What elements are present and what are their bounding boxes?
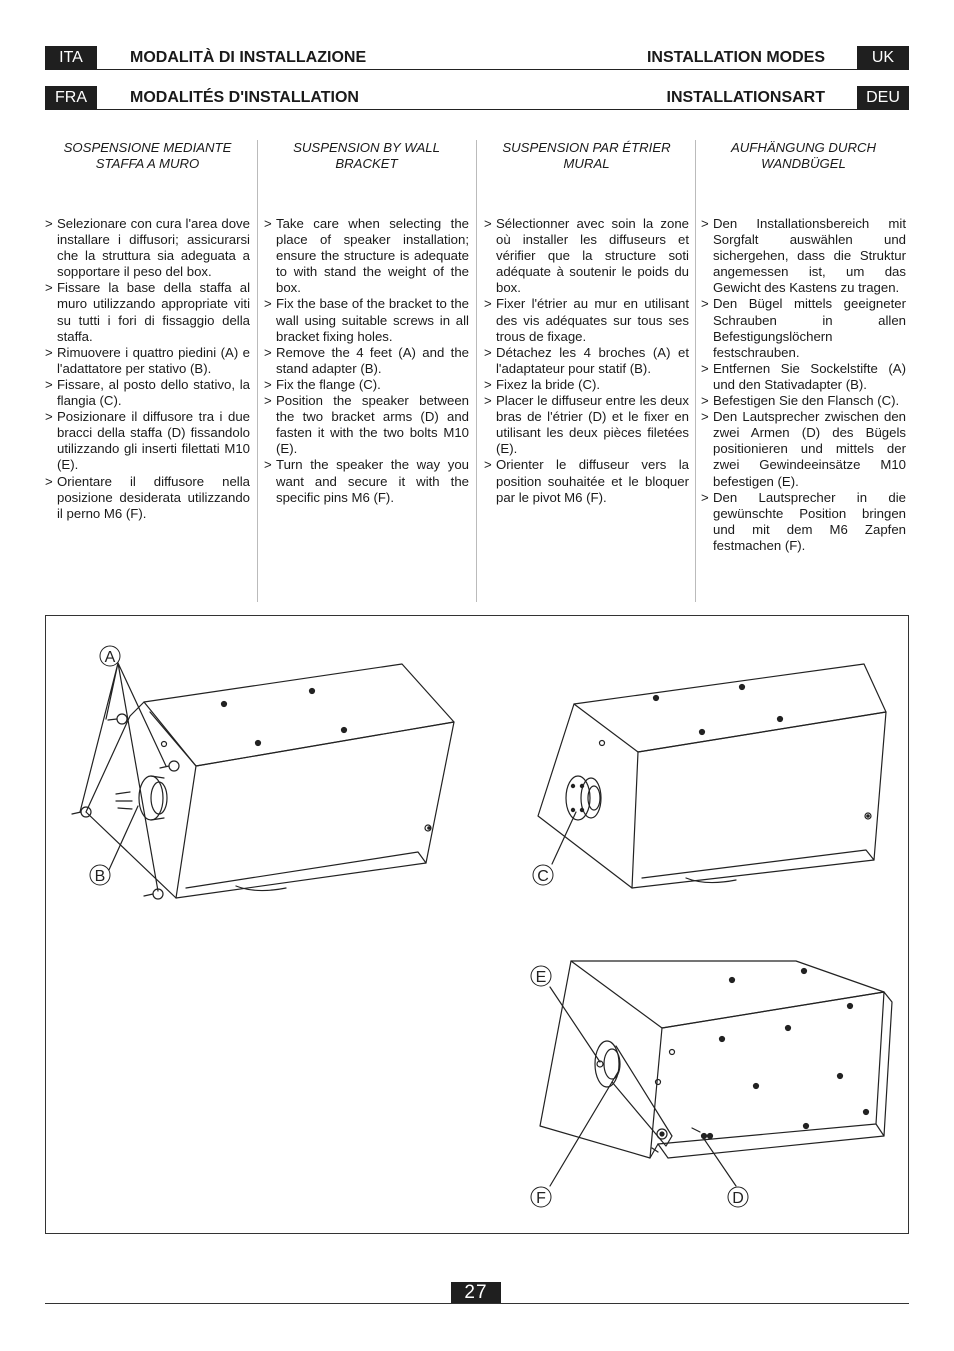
list-item: > Den Installationsbereich mit Sorgfalt auswählen und sichergehen, dass die Struktur angemessen ist, um das Gewicht des Kastens zu tragen. xyxy=(701,216,906,296)
section-title-ita: MODALITÀ DI INSTALLAZIONE xyxy=(130,49,367,66)
footer-rule xyxy=(45,1303,909,1304)
list-item: > Den Lautsprecher zwischen den zwei Armen (D) des Bügels positionieren und mittels der zwei Gewindeeinsätze M10 befestigen (E). xyxy=(701,409,906,489)
column-divider xyxy=(476,140,477,602)
list-item: > Take care when selecting the place of speaker installation; ensure the structure is adequate to with stand the weight of the box. xyxy=(264,216,469,296)
callout-f-label: F xyxy=(536,1190,546,1207)
callout-c-label: C xyxy=(537,868,549,885)
callout-a-label: A xyxy=(104,649,116,666)
list-item: > Posizionare il diffusore tra i due bracci della staffa (D) fissandolo utilizzando gli inserti filettati M10 (E). xyxy=(45,409,250,473)
column-deu xyxy=(701,140,906,554)
callout-e-label: E xyxy=(535,969,547,986)
list-item: > Fixez la bride (C). xyxy=(484,377,689,393)
column-divider xyxy=(695,140,696,602)
section-title-uk: INSTALLATION MODES xyxy=(646,49,825,66)
column-title: SUSPENSION BY WALL BRACKET xyxy=(293,140,440,171)
installation-figure xyxy=(45,615,909,1234)
list-item: > Turn the speaker the way you want and secure it with the specific pins M6 (F). xyxy=(264,457,469,505)
list-item: > Befestigen Sie den Flansch (C). xyxy=(701,393,906,409)
column-ita xyxy=(45,140,250,522)
list-item: > Den Lautsprecher in die gewünschte Position bringen und mit dem M6 Zapfen festmachen (F). xyxy=(701,490,906,554)
callout-c xyxy=(533,865,553,885)
column-divider xyxy=(257,140,258,602)
list-item: > Sélectionner avec soin la zone où installer les diffuseurs et vérifier que la structure soti adéquate à soutenir le poids du box. xyxy=(484,216,689,296)
callout-b xyxy=(90,865,110,885)
page-number: 27 xyxy=(451,1282,501,1303)
column-title: AUFHÄNGUNG DURCH WANDBÜGEL xyxy=(730,140,877,171)
column-title: SUSPENSION PAR ÉTRIER MURAL xyxy=(502,140,671,171)
header-row-2 xyxy=(45,86,909,110)
callout-a xyxy=(100,646,120,666)
language-tag-ita: ITA xyxy=(45,46,97,70)
section-title-fra: MODALITÉS D'INSTALLATION xyxy=(130,89,359,106)
list-item: > Position the speaker between the two bracket arms (D) and fasten it with the two bolts M10 (E). xyxy=(264,393,469,457)
callout-e xyxy=(531,966,551,986)
list-item: > Den Bügel mittels geeigneter Schrauben in allen Befestigungslöchern festschrauben. xyxy=(701,296,906,360)
list-item: > Fixer l'étrier au mur en utilisant des vis adéquates sur tous ses trous de fixage. xyxy=(484,296,689,344)
column-fra xyxy=(484,140,689,506)
list-item: > Selezionare con cura l'area dove installare i diffusori; assicurarsi che la struttura sia adeguata a sopportare il peso del box. xyxy=(45,216,250,280)
list-item: > Fix the flange (C). xyxy=(264,377,469,393)
callout-b-label: B xyxy=(94,868,106,885)
list-item: > Fissare la base della staffa al muro utilizzando appropriate viti su tutti i fori di fissaggio della staffa. xyxy=(45,280,250,344)
list-item: > Détachez les 4 broches (A) et l'adaptateur pour statif (B). xyxy=(484,345,689,377)
list-item: > Fix the base of the bracket to the wall using suitable screws in all bracket fixing holes. xyxy=(264,296,469,344)
section-title-deu: INSTALLATIONSART xyxy=(666,89,825,106)
list-item: > Rimuovere i quattro piedini (A) e l'adattatore per stativo (B). xyxy=(45,345,250,377)
instruction-list xyxy=(264,216,469,506)
list-item: > Fissare, al posto dello stativo, la flangia (C). xyxy=(45,377,250,409)
language-tag-deu: DEU xyxy=(857,86,909,110)
instruction-list xyxy=(701,216,906,554)
callout-layer xyxy=(46,616,908,1233)
list-item: > Entfernen Sie Sockelstifte (A) und den Stativadapter (B). xyxy=(701,361,906,393)
language-tag-fra: FRA xyxy=(45,86,97,110)
list-item: > Orienter le diffuseur vers la position souhaitée et le bloquer par le pivot M6 (F). xyxy=(484,457,689,505)
callout-d-label: D xyxy=(732,1190,744,1207)
instruction-list xyxy=(484,216,689,506)
column-uk xyxy=(264,140,469,506)
column-title: SOSPENSIONE MEDIANTE STAFFA A MURO xyxy=(63,140,232,171)
language-tag-uk: UK xyxy=(857,46,909,70)
list-item: > Placer le diffuseur entre les deux bras de l'étrier (D) et le fixer en utilisant les deux pièces filetées (E). xyxy=(484,393,689,457)
list-item: > Orientare il diffusore nella posizione desiderata utilizzando il perno M6 (F). xyxy=(45,474,250,522)
callout-f xyxy=(531,1187,551,1207)
instruction-list xyxy=(45,216,250,522)
list-item: > Remove the 4 feet (A) and the stand adapter (B). xyxy=(264,345,469,377)
header-row-1 xyxy=(45,46,909,70)
callout-d xyxy=(728,1187,748,1207)
